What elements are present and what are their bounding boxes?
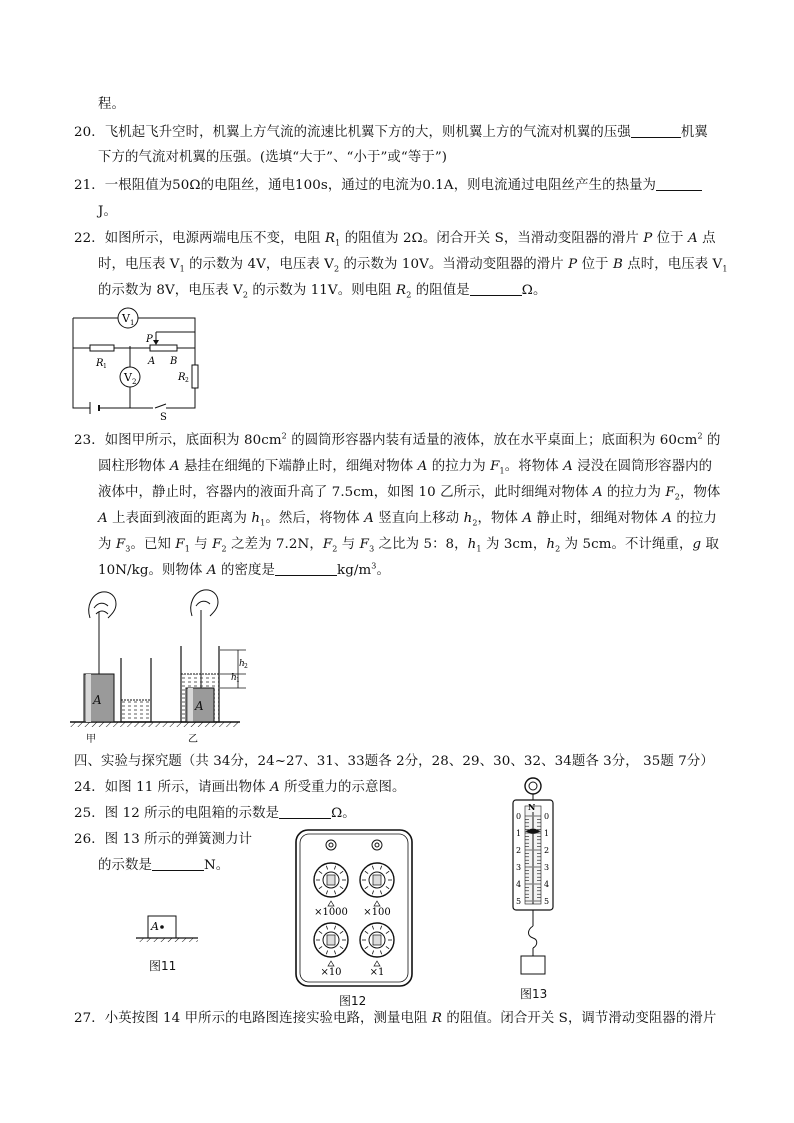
question-23-line3: 液体中，静止时，容器内的液面升高了 7.5cm，如图 10 乙所示，此时细绳对物体 A 的拉力为 $F_2$，物体 [98, 485, 721, 502]
question-25: 25．图 12 所示的电阻箱的示数是 Ω。 [74, 806, 356, 821]
svg-text:N: N [528, 802, 536, 812]
q19-tail: 程。 [98, 97, 125, 112]
question-21-line2: J。 [98, 204, 117, 219]
question-21-line1: 21．一根阻值为50Ω的电阻丝，通电100s，通过的电流为0.1A，则电流通过电阻丝产生的热量为 [74, 178, 702, 194]
svg-text:2: 2 [132, 378, 137, 386]
tick-label-left: 1 [516, 829, 522, 838]
dial-x100[interactable] [360, 863, 394, 918]
question-23-line5: 为 $F_3$。已知 $F_1$ 与 $F_2$ 之差为 7.2N，$F_2$ 与 $F_3$ 之比为 5：8，$h_1$ 为 3cm，$h_2$ 为 5cm。不计绳重，g 取 [98, 537, 719, 554]
question-22-line2: 时，电压表 $V_1$ 的示数为 4V，电压表 $V_2$ 的示数为 10V。当滑动变阻器的滑片 P 位于 B 点时，电压表 $V_1$ [98, 257, 728, 274]
question-23-line2: 圆柱形物体 A 悬挂在细绳的下端静止时，细绳对物体 A 的拉力为 $F_1$。将物体 A 浸没在圆筒形容器内的 [98, 459, 713, 476]
svg-text:1: 1 [236, 677, 240, 684]
question-22-line1: 22．如图所示，电源两端电压不变，电阻 $R_1$ 的阻值为 2Ω。闭合开关 S，当滑动变阻器的滑片 P 位于 A 点 [74, 231, 716, 248]
q23-blank[interactable] [275, 563, 337, 576]
q21-blank[interactable] [656, 178, 702, 191]
container-yi [181, 646, 219, 722]
container-jia [121, 658, 151, 722]
figure-12-caption: 图12 [339, 994, 367, 1008]
circuit-diagram [68, 308, 208, 423]
svg-text:2: 2 [185, 377, 189, 384]
svg-text:R: R [178, 372, 186, 383]
question-23-line4: A 上表面到液面的距离为 $h_1$。然后，将物体 A 竖直向上移动 $h_2$，物体 A 静止时，细绳对物体 A 的拉力 [98, 511, 717, 528]
svg-text:A: A [195, 699, 204, 713]
hand-jia [89, 592, 116, 618]
svg-text:B: B [170, 356, 178, 367]
section-4-heading: 四、实验与探究题（共 34分，24~27、31、33题各 2分，28、29、30、32、34题各 3分， 35题 7分） [74, 754, 714, 769]
question-26-line1: 26．图 13 所示的弹簧测力计 [74, 832, 253, 847]
svg-text:1: 1 [103, 363, 107, 370]
tick-label-right: 5 [544, 897, 550, 906]
svg-text:2: 2 [244, 663, 248, 670]
svg-text:甲: 甲 [86, 734, 96, 745]
question-20-line2: 下方的气流对机翼的压强。(选填“大于”、“小于”或“等于”) [98, 150, 448, 165]
tick-label-right: 3 [544, 863, 550, 872]
question-23-line6: 10N/kg。则物体 A 的密度是 $kg/m^3$。 [98, 561, 390, 578]
tick-label-left: 2 [516, 846, 522, 855]
dial-multiplier: ×1000 [314, 907, 348, 918]
tick-label-right: 0 [544, 812, 550, 821]
block-a-jia [84, 674, 114, 722]
svg-text:乙: 乙 [188, 734, 198, 745]
voltmeter-v2 [120, 367, 140, 387]
dial-multiplier: ×10 [320, 967, 342, 978]
tick-label-right: 2 [544, 846, 550, 855]
svg-text:V: V [122, 312, 130, 325]
q22-blank[interactable] [470, 283, 522, 296]
hand-yi [191, 590, 218, 616]
q26-blank[interactable] [152, 858, 204, 871]
svg-text:1: 1 [130, 319, 135, 327]
svg-text:R: R [96, 358, 104, 369]
q20-blank[interactable] [631, 125, 681, 138]
question-22-line3: 的示数为 8V，电压表 $V_2$ 的示数为 11V。则电阻 $R_2$ 的阻值是 Ω。 [98, 283, 547, 300]
dial-x1000[interactable] [314, 863, 348, 918]
resistor-r1 [90, 345, 114, 351]
tick-label-left: 3 [516, 863, 522, 872]
svg-text:S: S [160, 412, 167, 423]
figure-13-spring-scale [505, 776, 565, 980]
figure-13-caption: 图13 [520, 987, 548, 1001]
svg-text:A: A [151, 920, 159, 933]
svg-text:V: V [124, 371, 132, 384]
svg-text:A: A [148, 356, 156, 367]
q25-blank[interactable] [279, 806, 331, 819]
svg-text:P: P [146, 334, 153, 345]
dial-multiplier: ×1 [369, 967, 385, 978]
battery [90, 402, 99, 414]
question-27: 27．小英按图 14 甲所示的电路图连接实验电路，测量电阻 R 的阻值。闭合开关 S，调节滑动变阻器的滑片 [74, 1011, 717, 1026]
question-26-line2: 的示数是 N。 [98, 858, 230, 873]
figure-11 [134, 912, 204, 952]
tick-label-right: 1 [544, 829, 550, 838]
resistor-r2 [192, 365, 198, 388]
tick-label-left: 0 [516, 812, 522, 821]
weight [521, 956, 545, 974]
figure-10 [68, 588, 258, 748]
question-20-line1: 20．飞机起飞升空时，机翼上方气流的流速比机翼下方的大，则机翼上方的气流对机翼的压强 机翼 [74, 125, 708, 140]
dial-multiplier: ×100 [363, 907, 391, 918]
svg-text:h: h [231, 673, 237, 683]
svg-text:h: h [239, 659, 245, 669]
figure-11-caption: 图11 [149, 959, 177, 973]
tick-label-left: 4 [516, 880, 522, 889]
voltmeter-v1 [118, 308, 138, 328]
figure-12-resistance-box [294, 828, 414, 990]
tick-label-left: 5 [516, 897, 522, 906]
question-23-line1: 23．如图甲所示，底面积为 $80cm^2$ 的圆筒形容器内装有适量的液体，放在水平桌面上；底面积为 $60cm^2$ 的 [74, 431, 721, 448]
svg-text:A: A [93, 693, 102, 707]
rheostat [150, 338, 177, 351]
question-24: 24．如图 11 所示，请画出物体 A 所受重力的示意图。 [74, 780, 406, 795]
tick-label-right: 4 [544, 880, 550, 889]
